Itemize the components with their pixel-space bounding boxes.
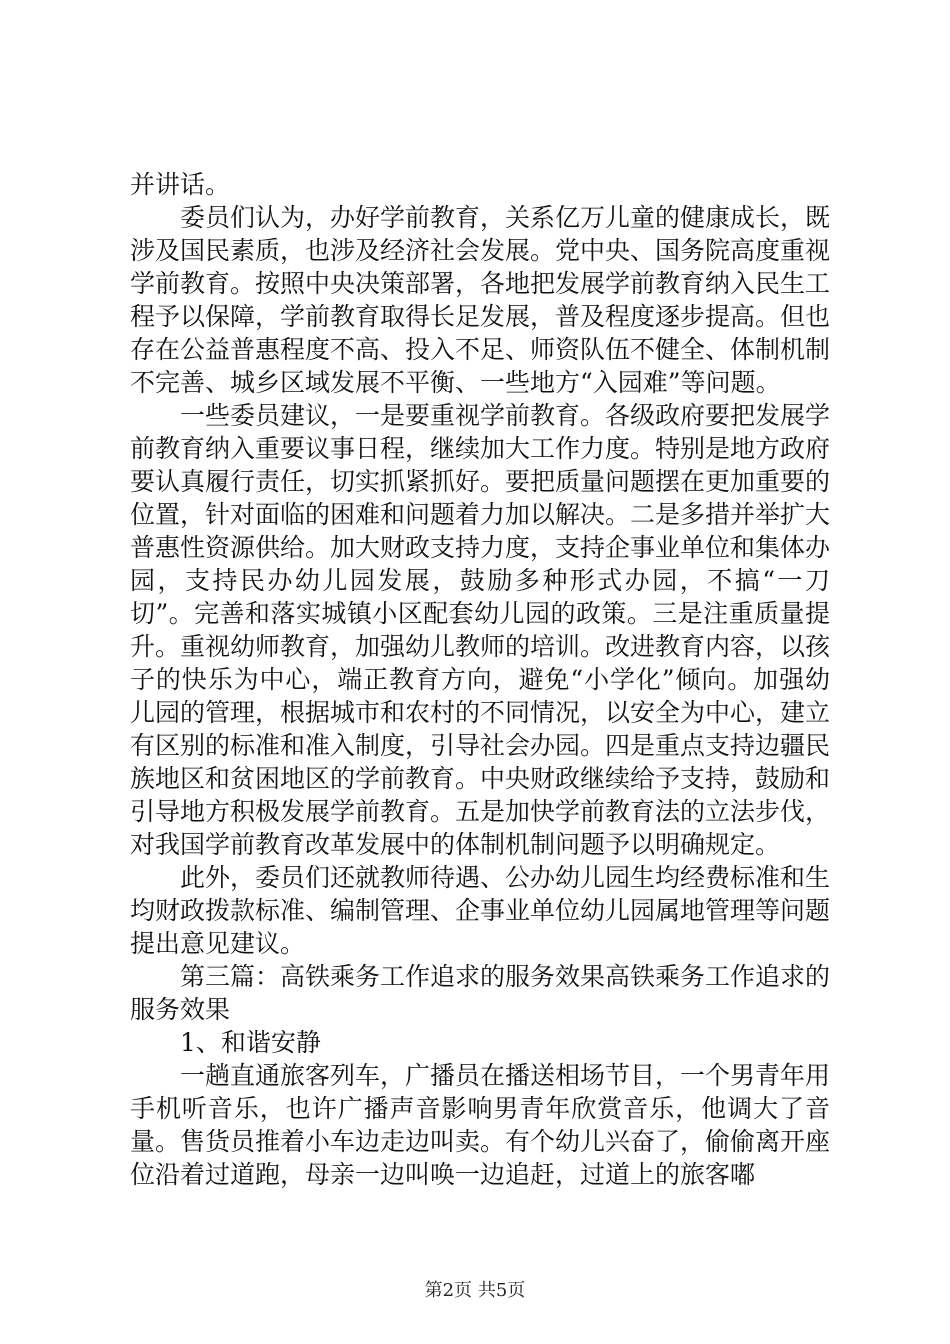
page-number-footer: 第2页 共5页 xyxy=(424,1280,526,1301)
paragraph-1: 并讲话。 xyxy=(130,170,231,199)
document-body xyxy=(130,168,830,1191)
paragraph-4: 此外，委员们还就教师待遇、公办幼儿园生均经费标准和生均财政拨款标准、编制管理、企事业单位幼儿园属地管理等问题提出意见建议。 xyxy=(130,863,831,958)
paragraph-2: 委员们认为，办好学前教育，关系亿万儿童的健康成长，既涉及国民素质，也涉及经济社会发展。党中央、国务院高度重视学前教育。按照中央决策部署，各地把发展学前教育纳入民生工程予以保障，学前教育取得长足发展，普及程度逐步提高。但也存在公益普惠程度不高、投入不足、师资队伍不健全、体制机制不完善、城乡区域发展不平衡、一些地方“入园难”等问题。 xyxy=(130,203,831,397)
numbered-subheading: 1、和谐安静 xyxy=(180,1028,321,1057)
paragraph-7: 一趟直通旅客列车，广播员在播送相场节目，一个男青年用手机听音乐，也许广播声音影响男青年欣赏音乐，他调大了音量。售货员推着小车边走边叫卖。有个幼儿兴奋了，偷偷离开座位沿着过道跑，母亲一边叫唤一边追赶，过道上的旅客嘟 xyxy=(130,1061,831,1189)
paragraph-3: 一些委员建议，一是要重视学前教育。各级政府要把发展学前教育纳入重要议事日程，继续加大工作力度。特别是地方政府要认真履行责任，切实抓紧抓好。要把质量问题摆在更加重要的位置，针对面临的困难和问题着力加以解决。二是多措并举扩大普惠性资源供给。加大财政支持力度，支持企事业单位和集体办园，支持民办幼儿园发展，鼓励多种形式办园，不搞“一刀切”。完善和落实城镇小区配套幼儿园的政策。三是注重质量提升。重视幼师教育，加强幼儿教师的培训。改进教育内容，以孩子的快乐为中心，端正教育方向，避免“小学化”倾向。加强幼儿园的管理，根据城市和农村的不同情况，以安全为中心，建立有区别的标准和准入制度，引导社会办园。四是重点支持边疆民族地区和贫困地区的学前教育。中央财政继续给予支持，鼓励和引导地方积极发展学前教育。五是加快学前教育法的立法步伐，对我国学前教育改革发展中的体制机制问题予以明确规定。 xyxy=(130,401,831,859)
section-heading: 第三篇：高铁乘务工作追求的服务效果高铁乘务工作追求的服务效果 xyxy=(130,962,831,1024)
